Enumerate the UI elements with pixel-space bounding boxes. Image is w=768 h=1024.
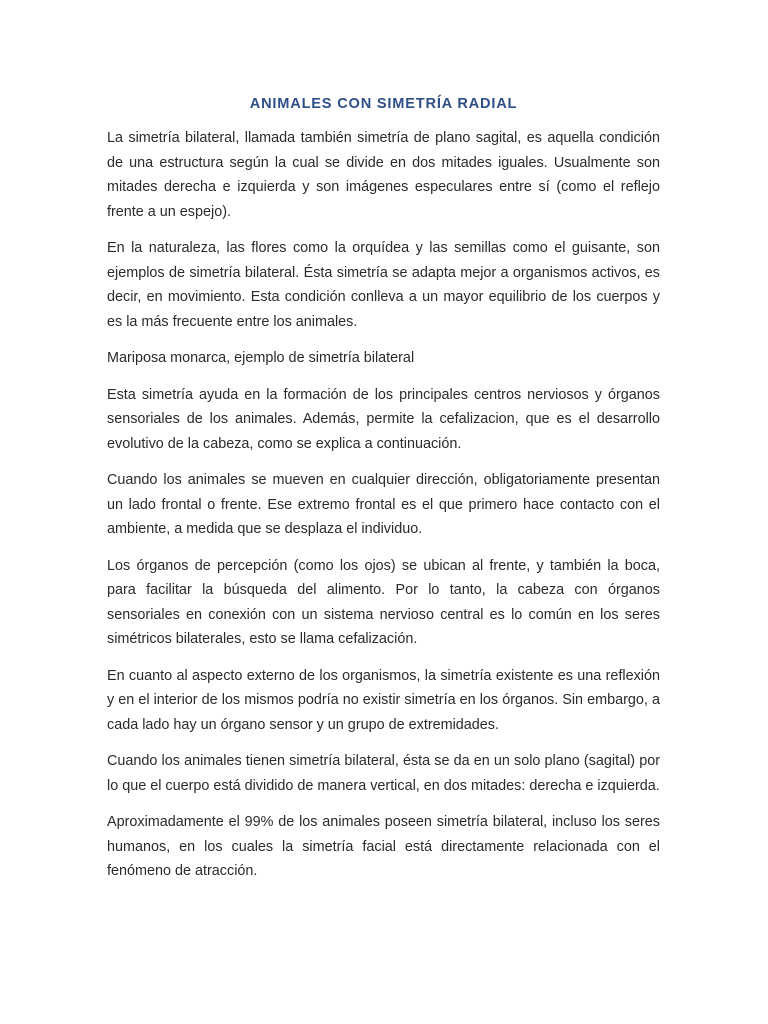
document-page: [107, 94, 660, 896]
document-title: ANIMALES CON SIMETRÍA RADIAL: [249, 96, 518, 112]
paragraph-external-aspect: En cuanto al aspecto externo de los organismos, la simetría existente es una reflexión y en el interior de los mismos podría no existir simetría en los órganos. Sin embargo, a cada lado hay un órgano sensor y un grupo de extremidades.: [107, 667, 660, 733]
paragraph-frontal-side: Cuando los animales se mueven en cualquier dirección, obligatoriamente presentan un lado frontal o frente. Ese extremo frontal es el que primero hace contacto con el ambiente, a medida que se desplaza el individuo.: [107, 472, 660, 537]
paragraph-nature-examples: En la naturaleza, las flores como la orquídea y las semillas como el guisante, son ejemplos de simetría bilateral. Ésta simetría se adapta mejor a organismos activos, es decir, en movimiento. Esta condición conlleva a un mayor equilibrio de los cuerpos y es la más frecuente entre los animales.: [107, 240, 660, 330]
paragraph-perception-organs: Los órganos de percepción (como los ojos) se ubican al frente, y también la boca, para facilitar la búsqueda del alimento. Por lo tanto, la cabeza con órganos sensoriales en conexión con un sistema nervioso central es lo común en los seres simétricos bilaterales, esto se llama cefalización.: [107, 557, 660, 647]
paragraph-sagittal-plane: Cuando los animales tienen simetría bilateral, ésta se da en un solo plano (sagital) por lo que el cuerpo está dividido de manera vertical, en dos mitades: derecha e izquierda.: [107, 753, 660, 794]
paragraph-bilateral-definition: La simetría bilateral, llamada también simetría de plano sagital, es aquella condición de una estructura según la cual se divide en dos mitades iguales. Usualmente son mitades derecha e izquierda y son imágenes especulares entre sí (como el reflejo frente a un espejo).: [107, 130, 660, 220]
paragraph-percentage-animals: Aproximadamente el 99% de los animales poseen simetría bilateral, incluso los seres humanos, en los cuales la simetría facial está directamente relacionada con el fenómeno de atracción.: [107, 814, 660, 879]
image-caption-monarch-butterfly: Mariposa monarca, ejemplo de simetría bilateral: [107, 350, 415, 366]
paragraph-nervous-centers: Esta simetría ayuda en la formación de los principales centros nerviosos y órganos sensoriales de los animales. Además, permite la cefalizacion, que es el desarrollo evolutivo de la cabeza, como se explica a continuación.: [107, 386, 660, 452]
